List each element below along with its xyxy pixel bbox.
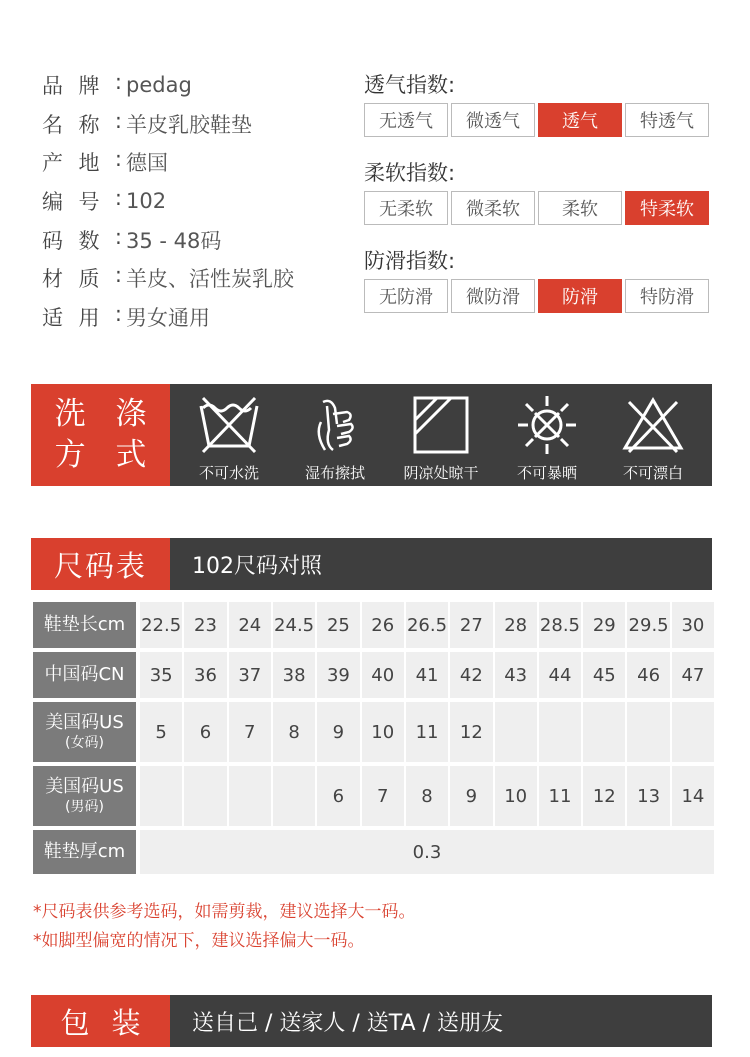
table-cell: 26 (362, 602, 404, 648)
table-cell: 41 (406, 652, 448, 698)
table-cell: 10 (362, 702, 404, 762)
info-label-char: 产 (42, 151, 63, 176)
table-cell: 10 (495, 766, 537, 826)
table-cell (273, 766, 315, 826)
row-header-label: 中国码CN (44, 664, 125, 685)
wash-item-no-wash (177, 384, 281, 486)
info-label (42, 263, 122, 293)
rating-title: 透气指数: (364, 73, 456, 97)
table-cell (627, 702, 669, 762)
table-cell (184, 766, 226, 826)
info-value: 男女通用 (126, 305, 210, 330)
table-cell: 24 (229, 602, 271, 648)
rating-option: 柔软 (538, 191, 622, 225)
info-row (42, 298, 294, 337)
info-row (42, 220, 294, 259)
info-label-char: 适 (42, 305, 63, 330)
table-cell (539, 702, 581, 762)
rating-option: 特柔软 (625, 191, 709, 225)
table-cell: 7 (362, 766, 404, 826)
rating-option: 透气 (538, 103, 622, 137)
info-colon: : (114, 263, 122, 288)
rating-option: 防滑 (538, 279, 622, 313)
info-label-char: 名 (42, 112, 63, 137)
info-label (42, 302, 122, 332)
table-cell: 30 (672, 602, 714, 648)
table-row (33, 652, 714, 698)
info-label (42, 70, 122, 100)
washing-icons (170, 384, 712, 486)
size-chart-subtitle: 102尺码对照 (192, 553, 322, 579)
size-chart-header (31, 538, 712, 590)
info-label-char: 质 (78, 267, 100, 292)
wash-item-no-bleach (601, 384, 705, 486)
product-info (42, 66, 294, 336)
table-cell: 12 (583, 766, 625, 826)
rating-option: 无透气 (364, 103, 448, 137)
table-cell: 38 (273, 652, 315, 698)
table-cell: 12 (450, 702, 492, 762)
wipe-icon (303, 394, 367, 456)
info-label (42, 225, 122, 255)
info-label-char: 品 (42, 74, 63, 99)
info-label-char: 码 (42, 228, 63, 253)
table-cell: 29 (583, 602, 625, 648)
size-chart-title: 尺码表 (31, 538, 170, 590)
package-section (31, 995, 712, 1047)
rating-options (364, 279, 709, 313)
rating-options (364, 191, 709, 225)
rating-title: 柔软指数: (364, 161, 456, 185)
table-cell: 14 (672, 766, 714, 826)
table-cell: 45 (583, 652, 625, 698)
wash-item-wipe (283, 384, 387, 486)
info-row (42, 66, 294, 105)
rating-option: 无柔软 (364, 191, 448, 225)
table-cell: 26.5 (406, 602, 448, 648)
info-label-char: 称 (78, 112, 100, 137)
table-cell: 47 (672, 652, 714, 698)
size-note: *尺码表供参考选码，如需剪裁，建议选择大一码。 (33, 902, 416, 922)
rating-options (364, 103, 709, 137)
rating-option: 无防滑 (364, 279, 448, 313)
table-cell: 24.5 (273, 602, 315, 648)
row-header-label: 鞋垫长cm (43, 614, 126, 635)
info-label-char: 号 (78, 190, 100, 215)
info-value: pedag (126, 73, 192, 98)
wash-item-shade-dry (389, 384, 493, 486)
table-cell (672, 702, 714, 762)
table-cell: 29.5 (627, 602, 669, 648)
table-cell: 23 (184, 602, 226, 648)
table-cell (495, 702, 537, 762)
info-colon: : (114, 224, 122, 249)
table-cell (583, 702, 625, 762)
info-colon: : (114, 147, 122, 172)
table-cell: 46 (627, 652, 669, 698)
table-cell: 27 (450, 602, 492, 648)
info-label (42, 186, 122, 216)
rating-option: 特透气 (625, 103, 709, 137)
info-label-char: 材 (42, 267, 63, 292)
row-header (33, 766, 136, 826)
info-label (42, 147, 122, 177)
table-cell (140, 766, 182, 826)
info-value: 德国 (126, 151, 168, 176)
info-row (42, 143, 294, 182)
table-row (33, 766, 714, 826)
size-note: *如脚型偏宽的情况下，建议选择偏大一码。 (33, 931, 365, 951)
rating-option: 微防滑 (451, 279, 535, 313)
table-cell: 9 (317, 702, 359, 762)
table-cell: 39 (317, 652, 359, 698)
row-cells (140, 652, 714, 698)
table-cell: 13 (627, 766, 669, 826)
table-cell (229, 766, 271, 826)
table-cell: 8 (273, 702, 315, 762)
washing-title (31, 384, 170, 486)
row-cells (140, 830, 714, 874)
row-header-label: 鞋垫厚cm (43, 841, 126, 862)
info-value: 102 (126, 189, 167, 214)
wash-label: 不可暴晒 (516, 464, 577, 482)
table-cell: 11 (406, 702, 448, 762)
wash-label: 不可漂白 (622, 464, 683, 482)
info-value: 35 - 48码 (126, 228, 222, 253)
rating-option: 微柔软 (451, 191, 535, 225)
info-row (42, 259, 294, 298)
table-cell: 28 (495, 602, 537, 648)
package-title: 包装 (31, 995, 170, 1047)
row-header (33, 602, 136, 648)
table-cell: 22.5 (140, 602, 182, 648)
size-table (33, 602, 714, 878)
thickness-value: 0.3 (140, 830, 714, 874)
wash-label: 阴凉处晾干 (403, 464, 479, 482)
rating-group (364, 246, 709, 334)
row-cells (140, 702, 714, 762)
info-label-char: 用 (78, 305, 100, 330)
info-label-char: 编 (42, 190, 63, 215)
info-colon: : (114, 301, 122, 326)
table-cell: 8 (406, 766, 448, 826)
rating-option: 特防滑 (625, 279, 709, 313)
table-cell: 7 (229, 702, 271, 762)
rating-group (364, 158, 709, 246)
row-header (33, 830, 136, 874)
info-label (42, 109, 122, 139)
table-row (33, 602, 714, 648)
rating-option: 微透气 (451, 103, 535, 137)
info-colon: : (114, 108, 122, 133)
row-header (33, 652, 136, 698)
info-colon: : (114, 70, 122, 95)
table-cell: 5 (140, 702, 182, 762)
wash-label: 湿布擦拭 (304, 464, 365, 482)
info-label-char: 牌 (78, 74, 100, 99)
table-cell: 44 (539, 652, 581, 698)
info-value: 羊皮、活性炭乳胶 (126, 267, 294, 292)
wash-label: 不可水洗 (198, 464, 259, 482)
no-wash-icon (197, 394, 261, 456)
table-cell: 6 (184, 702, 226, 762)
row-header-sub: (女码) (65, 735, 104, 751)
row-header-label: 美国码US (45, 712, 124, 733)
row-header-label: 美国码US (45, 776, 124, 797)
washing-title-line2: 方 式 (54, 437, 157, 473)
info-row (42, 182, 294, 221)
table-row (33, 830, 714, 874)
row-header-sub: (男码) (65, 799, 104, 815)
table-cell: 36 (184, 652, 226, 698)
info-row (42, 105, 294, 144)
table-cell: 43 (495, 652, 537, 698)
table-cell: 42 (450, 652, 492, 698)
info-colon: : (114, 186, 122, 211)
wash-item-no-sun (495, 384, 599, 486)
table-cell: 6 (317, 766, 359, 826)
rating-title: 防滑指数: (364, 249, 456, 273)
no-bleach-icon (621, 394, 685, 456)
row-cells (140, 602, 714, 648)
washing-title-line1: 洗 涤 (54, 396, 157, 432)
no-sun-icon (515, 394, 579, 456)
table-cell: 28.5 (539, 602, 581, 648)
row-header (33, 702, 136, 762)
shade-dry-icon (409, 394, 473, 456)
table-cell: 37 (229, 652, 271, 698)
table-cell: 35 (140, 652, 182, 698)
table-row (33, 702, 714, 762)
table-cell: 40 (362, 652, 404, 698)
package-text: 送自己 / 送家人 / 送TA / 送朋友 (192, 1010, 503, 1036)
row-cells (140, 766, 714, 826)
washing-section (31, 384, 712, 486)
info-label-char: 数 (78, 228, 100, 253)
rating-group (364, 70, 709, 158)
size-notes (33, 898, 416, 956)
rating-panel (364, 70, 709, 334)
info-label-char: 地 (78, 151, 100, 176)
table-cell: 25 (317, 602, 359, 648)
table-cell: 11 (539, 766, 581, 826)
table-cell: 9 (450, 766, 492, 826)
info-value: 羊皮乳胶鞋垫 (126, 112, 252, 137)
